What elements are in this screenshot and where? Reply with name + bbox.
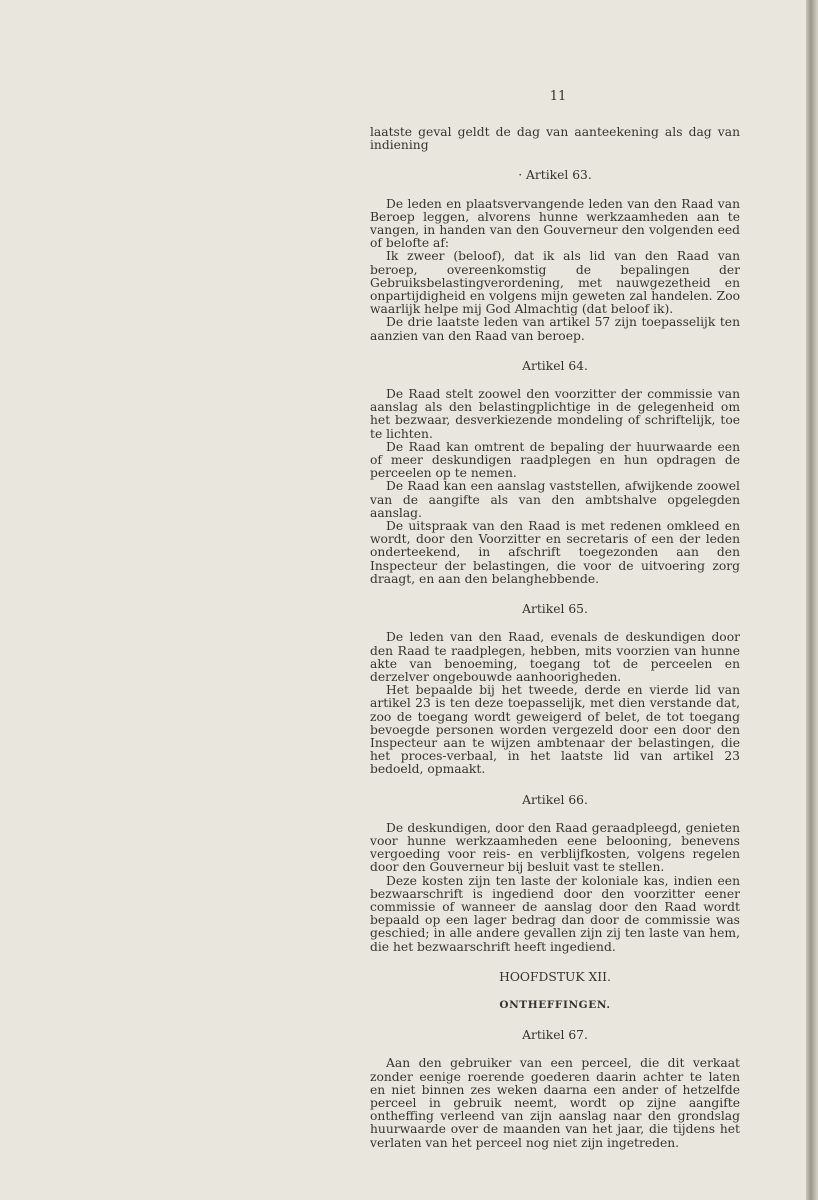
- article-heading: · Artikel 63.: [518, 168, 592, 183]
- paragraph: laatste geval geldt de dag van aanteekening als dag van indiening: [370, 125, 740, 153]
- paragraph: De Raad stelt zoowel den voorzitter der commissie van aanslag als den belastingplichtige in de gelegenheid om het bezwaar, desverkiezende mondeling of schriftelijk, toe te lichten.: [370, 387, 740, 441]
- paragraph: De uitspraak van den Raad is met redenen omkleed en wordt, door den Voorzitter en secretaris of een der leden onderteekend, in afschrift toegezonden aan den Inspecteur der belastingen, die voor de uitvoering zorg draagt, en aan den belanghebbende.: [370, 519, 740, 586]
- paragraph: De leden van den Raad, evenals de deskundigen door den Raad te raadplegen, hebben, mits voorzien van hunne akte van benoeming, toegang tot de perceelen en derzelver ongebouwde aanhoorigheden.: [370, 630, 740, 684]
- article-heading: Artikel 67.: [522, 1028, 588, 1043]
- paragraph: De Raad kan een aanslag vaststellen, afwijkende zoowel van de aangifte als van den ambtshalve opgelegden aanslag.: [370, 479, 740, 520]
- paragraph: De leden en plaatsvervangende leden van den Raad van Beroep leggen, alvorens hunne werkzaamheden aan te vangen, in handen van den Gouverneur den volgenden eed of belofte af:: [370, 196, 740, 251]
- paragraph: De drie laatste leden van artikel 57 zijn toepasselijk ten aanzien van den Raad van beroep.: [370, 315, 740, 343]
- article-heading: HOOFDSTUK XII.: [499, 969, 611, 984]
- text-column: [370, 126, 740, 1150]
- paragraph: Ik zweer (beloof), dat ik als lid van den Raad van beroep, overeenkomstig de bepalingen der Gebruiksbelastingverordening, met nauwgezetheid en onpartijdigheid en volgens mijn geweten zal handelen. Zoo waarlijk helpe mij God Almachtig (dat beloof ik).: [370, 249, 740, 317]
- article-heading: Artikel 65.: [522, 602, 588, 617]
- section-subheading: ONTHEFFINGEN.: [499, 998, 611, 1011]
- page-number: 11: [549, 89, 567, 104]
- paragraph: De Raad kan omtrent de bepaling der huurwaarde een of meer deskundigen raadplegen en hun opdragen de perceelen op te nemen.: [370, 439, 740, 481]
- paragraph: De deskundigen, door den Raad geraadpleegd, genieten voor hunne werkzaamheden eene belooning, benevens vergoeding voor reis- en verblijfkosten, volgens regelen door den Gouverneur bij besluit vast te stellen.: [370, 820, 740, 875]
- paragraph: Deze kosten zijn ten laste der koloniale kas, indien een bezwaarschrift is ingediend door den voorzitter eener commissie of wanneer de aanslag door den Raad wordt bepaald op een lager bedrag dan door de commissie was geschied; in alle andere gevallen zijn zij ten laste van hem, die het bezwaarschrift heeft ingediend.: [370, 873, 740, 954]
- paragraph: Het bepaalde bij het tweede, derde en vierde lid van artikel 23 is ten deze toepasselijk, met dien verstande dat, zoo de toegang wordt geweigerd of belet, de tot toegang bevoegde personen worden vergezeld door een door den Inspecteur aan te wijzen ambtenaar der belastingen, die het proces-verbaal, in het laatste lid van artikel 23 bedoeld, opmaakt.: [370, 683, 740, 777]
- article-heading: Artikel 64.: [522, 358, 588, 373]
- paragraph: Aan den gebruiker van een perceel, die dit verkaat zonder eenige roerende goederen daarin achter te laten en niet binnen zes weken daarna een ander of hetzelfde perceel in gebruik neemt, wordt op zijne aangifte ontheffing verleend van zijn aanslag naar den grondslag huurwaarde over de maanden van het jaar, die tijdens het verlaten van het perceel nog niet zijn ingetreden.: [370, 1056, 740, 1150]
- article-heading: Artikel 66.: [522, 792, 588, 807]
- page-edge: [806, 0, 818, 1200]
